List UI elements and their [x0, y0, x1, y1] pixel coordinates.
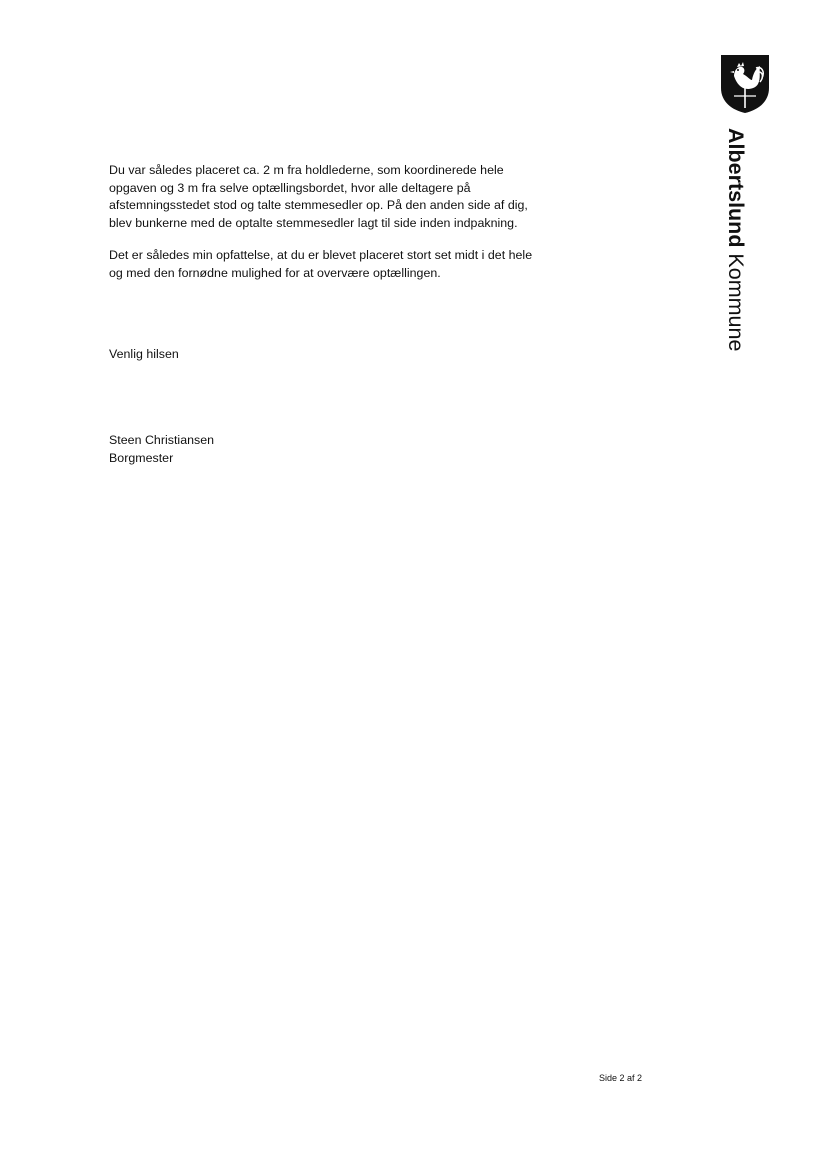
text-line: og med den fornødne mulighed for at overvære optællingen.: [109, 265, 441, 280]
municipality-wordmark: [724, 128, 748, 351]
page-number: Side 2 af 2: [599, 1073, 643, 1083]
wordmark-bold: Albertslund: [724, 128, 748, 248]
text-line: Det er således min opfattelse, at du er blevet placeret stort set midt i det hele: [109, 248, 533, 262]
body-paragraph-1: [109, 162, 528, 232]
text-line: blev bunkerne med de optalte stemmesedler lagt til side inden indpakning.: [109, 215, 518, 230]
closing-text: Venlig hilsen: [109, 347, 179, 361]
text-line: afstemningsstedet stod og talte stemmesedler op. På den anden side af dig,: [109, 198, 528, 213]
closing-greeting: [109, 346, 179, 364]
text-line: Du var således placeret ca. 2 m fra holdlederne, som koordinerede hele: [109, 163, 504, 177]
wordmark-light: Kommune: [724, 247, 748, 352]
signer-name: Steen Christiansen: [109, 433, 215, 447]
rooster-crest-icon: [720, 54, 770, 114]
text-line: opgaven og 3 m fra selve optællingsbordet, hvor alle deltagere på: [109, 180, 471, 195]
signer-title: Borgmester: [109, 450, 174, 465]
body-paragraph-2: [109, 247, 532, 282]
crest-shield: [720, 54, 770, 114]
signature-block: [109, 432, 214, 467]
